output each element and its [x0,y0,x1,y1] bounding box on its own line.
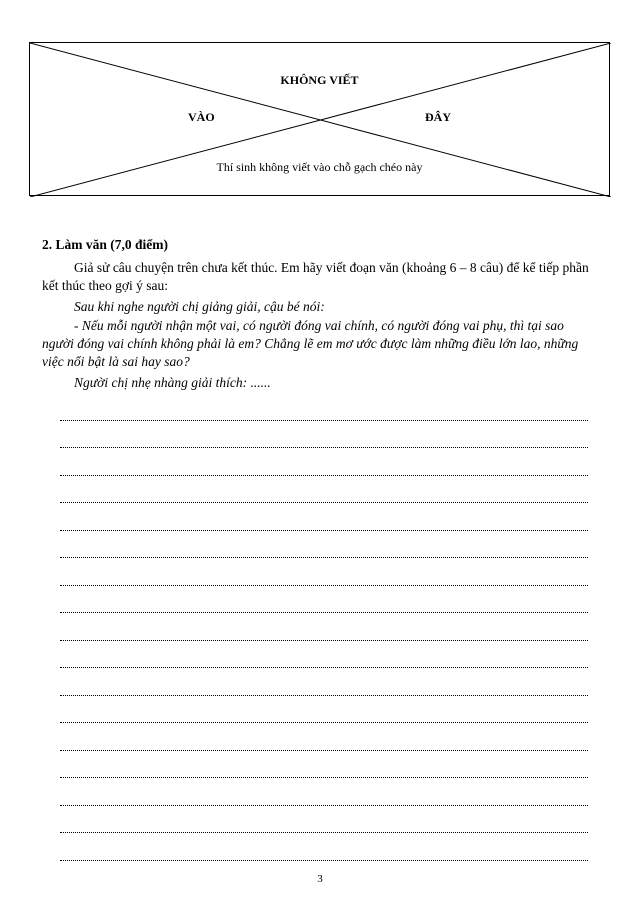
prompt-line-1: Sau khi nghe người chị giảng giải, cậu bé nói: [74,299,325,314]
answer-lines[interactable] [60,403,588,871]
answer-line[interactable] [60,458,588,486]
no-write-right-label: ĐÂY [425,110,451,124]
answer-line[interactable] [60,486,588,514]
answer-line[interactable] [60,623,588,651]
answer-line[interactable] [60,706,588,734]
no-write-left-label: VÀO [188,110,215,124]
prompt-line-3: Người chị nhẹ nhàng giải thích: ...... [74,375,271,390]
page-number: 3 [317,873,323,885]
answer-line[interactable] [60,816,588,844]
prompt-line-2: - Nếu mỗi người nhận một vai, có người đóng vai chính, có người đóng vai phụ, thì tại sao người đóng vai chính không phải là em? Chẳng lẽ em mơ ước được làm những điều lớn lao, những việc nổi bật là sai hay sao? [42,318,579,369]
answer-line[interactable] [60,651,588,679]
answer-line[interactable] [60,843,588,871]
answer-line[interactable] [60,678,588,706]
answer-line[interactable] [60,733,588,761]
answer-line[interactable] [60,541,588,569]
section-heading: 2. Làm văn (7,0 điểm) [42,237,168,252]
answer-line[interactable] [60,788,588,816]
no-write-title: KHÔNG VIẾT [280,73,359,87]
answer-line[interactable] [60,403,588,431]
no-write-box [29,42,610,196]
instruction-text: Giả sử câu chuyện trên chưa kết thúc. Em hãy viết đoạn văn (khoảng 6 – 8 câu) để kể tiếp phần kết thúc theo gợi ý sau: [42,260,589,293]
no-write-note: Thí sinh không viết vào chỗ gạch chéo này [216,160,423,174]
answer-line[interactable] [60,568,588,596]
answer-line[interactable] [60,596,588,624]
answer-line[interactable] [60,431,588,459]
answer-line[interactable] [60,513,588,541]
answer-line[interactable] [60,761,588,789]
